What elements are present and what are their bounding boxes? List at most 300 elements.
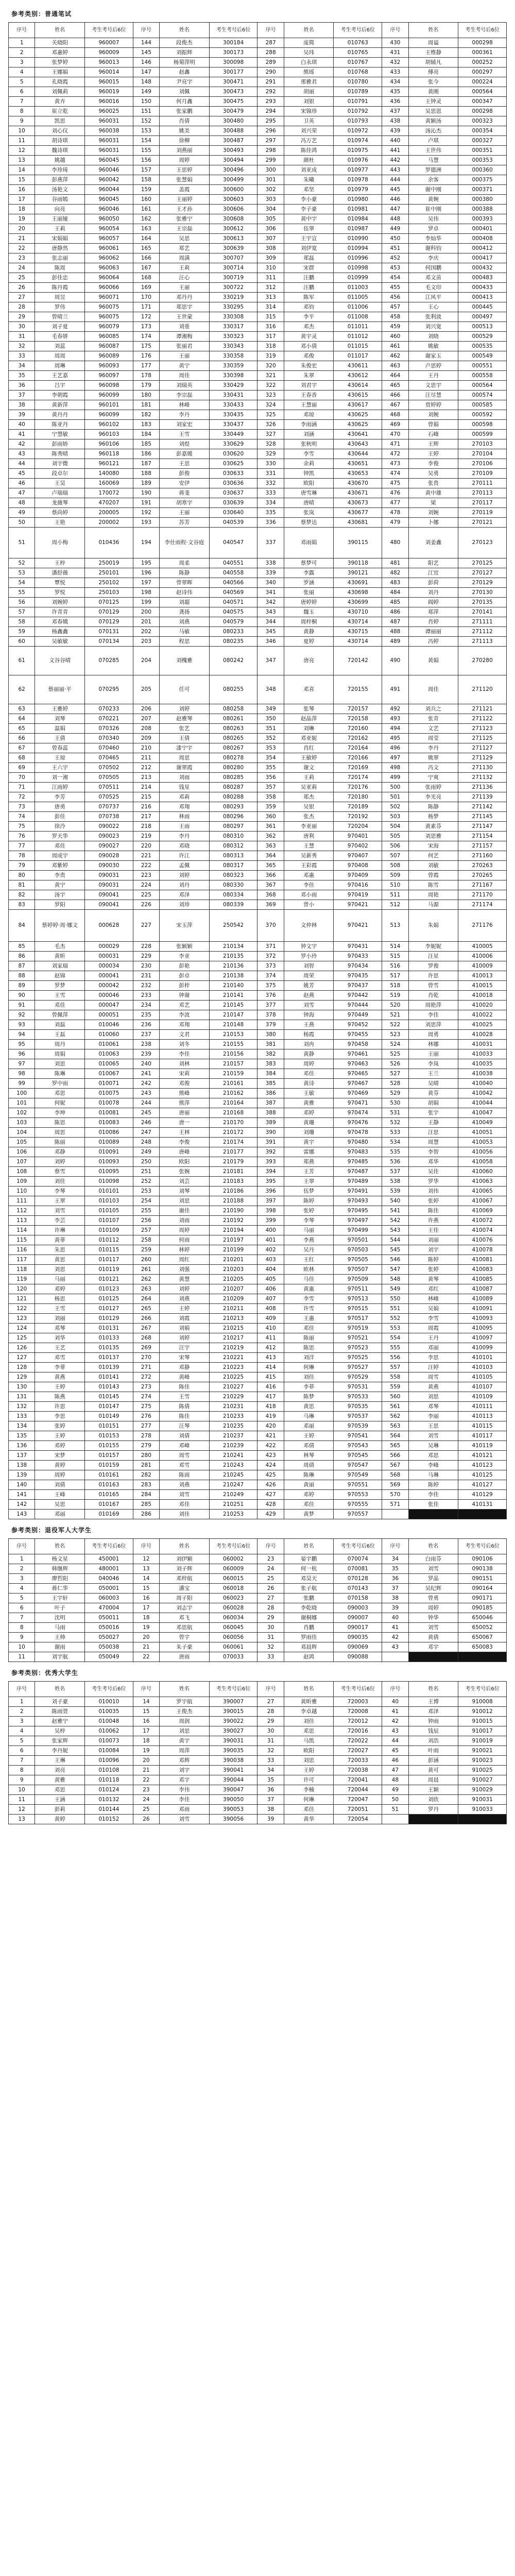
exam-id-cell: 271112 bbox=[458, 627, 507, 637]
row-seq-cell: 47 bbox=[9, 488, 35, 498]
table-row bbox=[9, 1603, 507, 1613]
row-seq-cell: 8 bbox=[9, 1766, 35, 1775]
name-cell: 陈佳 bbox=[408, 1206, 458, 1216]
name-cell: 邓飞 bbox=[160, 1613, 210, 1623]
name-cell: 刘子豪 bbox=[35, 1697, 85, 1707]
name-cell: 何雨 bbox=[160, 1235, 210, 1245]
table-row bbox=[9, 871, 507, 880]
table-row bbox=[9, 890, 507, 900]
row-seq-cell: 119 bbox=[9, 1275, 35, 1284]
exam-id-cell: 010093 bbox=[85, 1157, 133, 1167]
exam-id-cell: 970471 bbox=[334, 1098, 382, 1108]
name-cell: 李智 bbox=[408, 1147, 458, 1157]
name-cell: 邓坚 bbox=[284, 185, 334, 195]
row-seq-cell: 332 bbox=[258, 479, 284, 488]
row-seq-cell: 334 bbox=[258, 498, 284, 508]
name-cell: 刘冬 bbox=[160, 1040, 210, 1049]
row-seq-cell: 59 bbox=[9, 627, 35, 637]
exam-id-cell: 010974 bbox=[334, 136, 382, 146]
exam-id-cell: 330295 bbox=[209, 302, 258, 312]
exam-id-cell: 410047 bbox=[458, 1108, 507, 1118]
row-seq-cell: 107 bbox=[9, 1157, 35, 1167]
row-seq-cell: 425 bbox=[258, 1470, 284, 1480]
name-cell: 刘婷 bbox=[35, 1157, 85, 1167]
exam-id-cell: 410018 bbox=[458, 991, 507, 1001]
table-row bbox=[9, 126, 507, 136]
name-cell: 刘思雅 bbox=[408, 832, 458, 841]
row-seq-cell: 83 bbox=[9, 900, 35, 910]
exam-id-cell: 410107 bbox=[458, 1382, 507, 1392]
row-seq-cell: 193 bbox=[133, 518, 159, 528]
row-seq-cell: 275 bbox=[133, 1402, 159, 1412]
name-cell: 罗晶 bbox=[408, 1574, 458, 1584]
row-seq-cell: 284 bbox=[133, 1490, 159, 1500]
exam-id-cell: 070326 bbox=[85, 724, 133, 734]
exam-id-cell: 040551 bbox=[209, 558, 258, 568]
row-seq-cell: 430 bbox=[382, 38, 408, 48]
roster-table bbox=[8, 1681, 507, 1824]
exam-id-cell: 970452 bbox=[334, 1020, 382, 1030]
exam-id-cell bbox=[458, 1815, 507, 1824]
row-seq-cell: 564 bbox=[382, 1431, 408, 1441]
name-cell: 刘宇微 bbox=[35, 459, 85, 469]
row-seq-cell: 53 bbox=[9, 568, 35, 578]
row-seq-cell: 325 bbox=[258, 410, 284, 420]
row-seq-cell: 146 bbox=[133, 58, 159, 67]
row-seq-cell: 271 bbox=[133, 1363, 159, 1372]
exam-id-cell: 090031 bbox=[85, 871, 133, 880]
row-seq-cell: 530 bbox=[382, 1098, 408, 1108]
row-seq-cell: 290 bbox=[258, 67, 284, 77]
name-cell: 刘佳 bbox=[35, 1177, 85, 1187]
exam-id-cell: 970557 bbox=[334, 1510, 382, 1519]
exam-id-cell: 970478 bbox=[334, 1128, 382, 1138]
name-cell: 黄雅 bbox=[284, 1098, 334, 1108]
exam-id-cell: 010979 bbox=[334, 185, 382, 195]
exam-id-cell: 720142 bbox=[334, 647, 382, 675]
table-row bbox=[9, 38, 507, 48]
exam-id-cell: 720180 bbox=[334, 792, 382, 802]
table-row bbox=[9, 1363, 507, 1372]
row-seq-cell: 192 bbox=[133, 508, 159, 518]
name-cell: 王琳 bbox=[35, 1756, 85, 1766]
row-seq-cell: 265 bbox=[133, 1304, 159, 1314]
row-seq-cell: 324 bbox=[258, 400, 284, 410]
table-row bbox=[9, 488, 507, 498]
row-seq-cell: 16 bbox=[9, 185, 35, 195]
exam-id-cell: 080334 bbox=[209, 890, 258, 900]
exam-id-cell: 070134 bbox=[85, 637, 133, 647]
row-seq-cell: 5 bbox=[9, 77, 35, 87]
exam-id-cell: 010153 bbox=[85, 1431, 133, 1441]
name-cell: 郑艺 bbox=[160, 244, 210, 253]
exam-id-cell: 010972 bbox=[334, 126, 382, 136]
row-seq-cell: 255 bbox=[133, 1206, 159, 1216]
name-cell: 潘宝 bbox=[160, 1584, 210, 1594]
name-cell: 欧阳 bbox=[284, 479, 334, 488]
exam-id-cell: 960101 bbox=[85, 400, 133, 410]
exam-id-cell: 210192 bbox=[209, 1216, 258, 1226]
exam-id-cell: 970493 bbox=[334, 1196, 382, 1206]
table-row bbox=[9, 136, 507, 146]
name-cell: 王彩霞 bbox=[284, 861, 334, 871]
exam-id-cell: 330317 bbox=[209, 322, 258, 332]
column-header: 姓名 bbox=[160, 23, 210, 38]
exam-id-cell: 011017 bbox=[334, 351, 382, 361]
row-seq-cell: 42 bbox=[9, 439, 35, 449]
table-row bbox=[9, 1324, 507, 1333]
name-cell: 刘芸 bbox=[160, 1177, 210, 1187]
name-cell: 张贵 bbox=[408, 479, 458, 488]
name-cell: 陈琳 bbox=[284, 1470, 334, 1480]
name-cell: 张岚 bbox=[284, 508, 334, 518]
exam-id-cell: 040575 bbox=[209, 607, 258, 617]
exam-id-cell: 910017 bbox=[458, 1726, 507, 1736]
name-cell: 何国鹏 bbox=[408, 263, 458, 273]
name-cell: 宋娟娟 bbox=[35, 234, 85, 244]
exam-id-cell: 960087 bbox=[85, 342, 133, 351]
exam-id-cell: 430710 bbox=[334, 607, 382, 617]
exam-id-cell: 970434 bbox=[334, 961, 382, 971]
name-cell: 余莉 bbox=[284, 459, 334, 469]
row-seq-cell: 16 bbox=[133, 1594, 159, 1603]
table-row bbox=[9, 1642, 507, 1652]
name-cell: 马慧 bbox=[408, 156, 458, 165]
exam-id-cell: 910029 bbox=[458, 1785, 507, 1795]
name-cell: 王雪 bbox=[35, 991, 85, 1001]
table-row bbox=[9, 439, 507, 449]
exam-id-cell: 210219 bbox=[209, 1343, 258, 1353]
name-cell: 王婷 bbox=[35, 1431, 85, 1441]
name-cell: 陈军 bbox=[284, 293, 334, 302]
row-seq-cell: 362 bbox=[258, 832, 284, 841]
row-seq-cell: 451 bbox=[382, 244, 408, 253]
row-seq-cell: 17 bbox=[9, 195, 35, 205]
name-cell: 刘丽 bbox=[35, 1314, 85, 1324]
row-seq-cell: 7 bbox=[9, 97, 35, 107]
name-cell: 刘婷 bbox=[160, 704, 210, 714]
column-header: 考生考号后6位 bbox=[334, 23, 382, 38]
name-cell: 黄雅 bbox=[35, 1775, 85, 1785]
exam-id-cell: 720027 bbox=[334, 1746, 382, 1756]
row-seq-cell: 169 bbox=[133, 283, 159, 293]
exam-id-cell: 210237 bbox=[209, 1431, 258, 1441]
row-seq-cell: 549 bbox=[382, 1284, 408, 1294]
exam-id-cell: 270263 bbox=[458, 861, 507, 871]
exam-id-cell: 970485 bbox=[334, 1157, 382, 1167]
exam-id-cell: 070285 bbox=[85, 647, 133, 675]
name-cell: 黄中宇 bbox=[284, 214, 334, 224]
name-cell: 李雪 bbox=[284, 1294, 334, 1304]
name-cell: 刘思萍 bbox=[408, 1020, 458, 1030]
name-cell: 陈燕 bbox=[35, 1392, 85, 1402]
row-seq-cell: 203 bbox=[133, 637, 159, 647]
name-cell: 罗丹 bbox=[408, 1805, 458, 1815]
row-seq-cell: 537 bbox=[382, 1167, 408, 1177]
exam-id-cell: 000497 bbox=[458, 312, 507, 322]
exam-id-cell: 410028 bbox=[458, 1030, 507, 1040]
row-seq-cell: 226 bbox=[133, 900, 159, 910]
row-seq-cell: 328 bbox=[258, 439, 284, 449]
row-seq-cell: 566 bbox=[382, 1451, 408, 1461]
row-seq-cell: 133 bbox=[9, 1412, 35, 1421]
name-cell: 汪尽慧 bbox=[408, 391, 458, 400]
exam-id-cell: 000558 bbox=[458, 371, 507, 381]
name-cell: 蔡梦可 bbox=[284, 558, 334, 568]
name-cell: 许琳 bbox=[35, 1226, 85, 1235]
exam-id-cell: 210134 bbox=[209, 942, 258, 952]
name-cell: 王心 bbox=[408, 302, 458, 312]
row-seq-cell: 281 bbox=[133, 1461, 159, 1470]
row-seq-cell: 36 bbox=[382, 1574, 408, 1584]
row-seq-cell: 195 bbox=[133, 558, 159, 568]
name-cell: 刘超 bbox=[160, 598, 210, 607]
row-seq-cell: 354 bbox=[258, 753, 284, 763]
name-cell: 王才孙 bbox=[160, 205, 210, 214]
row-seq-cell bbox=[382, 1510, 408, 1519]
name-cell: 李波 bbox=[160, 1010, 210, 1020]
row-seq-cell: 13 bbox=[133, 1564, 159, 1574]
exam-id-cell: 010793 bbox=[334, 116, 382, 126]
name-cell: 王世蒙 bbox=[160, 312, 210, 322]
table-row bbox=[9, 508, 507, 518]
row-seq-cell: 29 bbox=[9, 312, 35, 322]
name-cell: 漆宁宇 bbox=[160, 743, 210, 753]
table-row bbox=[9, 234, 507, 244]
exam-id-cell: 010149 bbox=[85, 1412, 133, 1421]
name-cell: 吴纪辉 bbox=[408, 1584, 458, 1594]
row-seq-cell: 38 bbox=[258, 1805, 284, 1815]
name-cell: 肖乾 bbox=[408, 991, 458, 1001]
row-seq-cell: 311 bbox=[258, 273, 284, 283]
exam-id-cell: 010112 bbox=[85, 1235, 133, 1245]
exam-id-cell: 960085 bbox=[85, 332, 133, 342]
exam-id-cell: 271160 bbox=[458, 851, 507, 861]
name-cell: 王丽婷 bbox=[160, 195, 210, 205]
row-seq-cell: 247 bbox=[133, 1128, 159, 1138]
row-seq-cell: 200 bbox=[133, 607, 159, 617]
column-header: 序号 bbox=[133, 1682, 159, 1697]
exam-id-cell bbox=[458, 1510, 507, 1519]
row-seq-cell: 282 bbox=[133, 1470, 159, 1480]
name-cell: 邓佳 bbox=[284, 1324, 334, 1333]
exam-id-cell: 070128 bbox=[334, 1574, 382, 1584]
exam-id-cell: 410085 bbox=[458, 1275, 507, 1284]
exam-id-cell: 070505 bbox=[85, 773, 133, 783]
name-cell: 周娟 bbox=[35, 1049, 85, 1059]
name-cell: 刘燕丽 bbox=[160, 146, 210, 156]
row-seq-cell: 279 bbox=[133, 1441, 159, 1451]
row-seq-cell: 173 bbox=[133, 322, 159, 332]
row-seq-cell: 250 bbox=[133, 1157, 159, 1167]
row-seq-cell: 20 bbox=[133, 1633, 159, 1642]
exam-id-cell: 300475 bbox=[209, 97, 258, 107]
exam-id-cell: 271132 bbox=[458, 773, 507, 783]
row-seq-cell: 491 bbox=[382, 675, 408, 704]
table-row bbox=[9, 1490, 507, 1500]
row-seq-cell: 45 bbox=[382, 1746, 408, 1756]
name-cell: 段俊杰 bbox=[160, 38, 210, 48]
exam-id-cell: 070074 bbox=[334, 1554, 382, 1564]
exam-id-cell: 330629 bbox=[209, 439, 258, 449]
name-cell: 欧阳 bbox=[284, 1746, 334, 1756]
row-seq-cell: 478 bbox=[382, 508, 408, 518]
name-cell: 周梓桐 bbox=[284, 617, 334, 627]
name-cell: 张志丽 bbox=[35, 253, 85, 263]
exam-id-cell: 720016 bbox=[334, 1726, 382, 1736]
name-cell: 赵晶萍 bbox=[284, 714, 334, 724]
name-cell: 刘槐雅 bbox=[160, 647, 210, 675]
name-cell: 刘雪 bbox=[160, 1815, 210, 1824]
row-seq-cell: 372 bbox=[258, 952, 284, 961]
name-cell: 黄素芬 bbox=[408, 822, 458, 832]
name-cell: 王宗磊 bbox=[160, 224, 210, 234]
row-seq-cell: 401 bbox=[258, 1235, 284, 1245]
exam-id-cell: 010083 bbox=[85, 1118, 133, 1128]
row-seq-cell: 239 bbox=[133, 1049, 159, 1059]
row-seq-cell: 310 bbox=[258, 263, 284, 273]
row-seq-cell: 306 bbox=[258, 224, 284, 234]
exam-id-cell: 010137 bbox=[85, 1353, 133, 1363]
name-cell: 陈梦 bbox=[284, 1392, 334, 1402]
row-seq-cell: 318 bbox=[258, 342, 284, 351]
row-seq-cell: 31 bbox=[258, 1736, 284, 1746]
row-seq-cell: 474 bbox=[382, 469, 408, 479]
exam-id-cell: 960093 bbox=[85, 361, 133, 371]
name-cell: 彭嘉媛 bbox=[160, 449, 210, 459]
name-cell: 李琴 bbox=[35, 1187, 85, 1196]
table-row bbox=[9, 342, 507, 351]
name-cell: 张颖颖 bbox=[160, 942, 210, 952]
exam-id-cell: 970431 bbox=[334, 942, 382, 952]
row-seq-cell: 19 bbox=[133, 1623, 159, 1633]
exam-id-cell: 410038 bbox=[458, 1069, 507, 1079]
table-row bbox=[9, 704, 507, 714]
row-seq-cell: 230 bbox=[133, 961, 159, 971]
row-seq-cell: 403 bbox=[258, 1255, 284, 1265]
row-seq-cell: 23 bbox=[133, 1785, 159, 1795]
name-cell: 王红 bbox=[284, 1255, 334, 1265]
name-cell: 李丹 bbox=[160, 410, 210, 420]
row-seq-cell: 442 bbox=[382, 156, 408, 165]
table-row bbox=[9, 381, 507, 391]
exam-id-cell: 210141 bbox=[209, 991, 258, 1001]
table-row bbox=[9, 900, 507, 910]
table-row bbox=[9, 724, 507, 734]
table-row bbox=[9, 1613, 507, 1623]
row-seq-cell: 158 bbox=[133, 175, 159, 185]
name-cell: 马源 bbox=[408, 900, 458, 910]
name-cell: 文艺 bbox=[408, 724, 458, 734]
exam-id-cell: 410123 bbox=[458, 1461, 507, 1470]
name-cell: 邓泽 bbox=[408, 1707, 458, 1717]
row-seq-cell: 560 bbox=[382, 1392, 408, 1402]
table-row bbox=[9, 773, 507, 783]
name-cell: 刘涵 bbox=[284, 430, 334, 439]
name-cell: 刘雪 bbox=[160, 1490, 210, 1500]
name-cell: 蔡雪 bbox=[35, 1167, 85, 1177]
row-seq-cell: 449 bbox=[382, 224, 408, 234]
table-row bbox=[9, 1766, 507, 1775]
row-seq-cell: 101 bbox=[9, 1098, 35, 1108]
row-seq-cell: 2 bbox=[9, 1707, 35, 1717]
table-row bbox=[9, 107, 507, 116]
row-seq-cell: 118 bbox=[9, 1265, 35, 1275]
row-seq-cell: 497 bbox=[382, 753, 408, 763]
name-cell: 周婷 bbox=[160, 156, 210, 165]
row-seq-cell: 342 bbox=[258, 598, 284, 607]
name-cell: 刘子辉 bbox=[160, 1564, 210, 1574]
row-seq-cell: 448 bbox=[382, 214, 408, 224]
row-seq-cell: 312 bbox=[258, 283, 284, 293]
name-cell: 韩继辉 bbox=[35, 1564, 85, 1574]
exam-id-cell: 300714 bbox=[209, 263, 258, 273]
name-cell: 周婷 bbox=[408, 1603, 458, 1613]
row-seq-cell: 569 bbox=[382, 1480, 408, 1490]
table-row bbox=[9, 822, 507, 832]
row-seq-cell: 243 bbox=[133, 1089, 159, 1098]
row-seq-cell: 244 bbox=[133, 1098, 159, 1108]
table-row bbox=[9, 361, 507, 371]
row-seq-cell: 408 bbox=[258, 1304, 284, 1314]
name-cell: 唐勇 bbox=[35, 802, 85, 812]
table-row bbox=[9, 1128, 507, 1138]
row-seq-cell: 458 bbox=[382, 312, 408, 322]
exam-id-cell: 410005 bbox=[458, 942, 507, 952]
row-seq-cell: 304 bbox=[258, 205, 284, 214]
name-cell: 胡丽 bbox=[284, 87, 334, 97]
name-cell: 王峰 bbox=[35, 1490, 85, 1500]
name-cell: 黄琴 bbox=[408, 1275, 458, 1284]
exam-id-cell: 960097 bbox=[85, 371, 133, 381]
row-seq-cell: 320 bbox=[258, 361, 284, 371]
row-seq-cell: 410 bbox=[258, 1324, 284, 1333]
name-cell: 邓婷 bbox=[284, 1490, 334, 1500]
row-seq-cell: 466 bbox=[382, 391, 408, 400]
section-title: 参考类别：退役军人大学生 bbox=[11, 1527, 92, 1534]
exam-id-cell: 080278 bbox=[209, 753, 258, 763]
table-row bbox=[9, 1001, 507, 1010]
exam-id-cell: 960102 bbox=[85, 420, 133, 430]
row-seq-cell: 104 bbox=[9, 1128, 35, 1138]
table-row bbox=[9, 1441, 507, 1451]
table-row bbox=[9, 647, 507, 675]
table-row bbox=[9, 753, 507, 763]
row-seq-cell: 160 bbox=[133, 195, 159, 205]
row-seq-cell: 529 bbox=[382, 1089, 408, 1098]
name-cell: 崔立乾 bbox=[35, 107, 85, 116]
name-cell: 邓钧 bbox=[284, 302, 334, 312]
table-row bbox=[9, 714, 507, 724]
row-seq-cell: 1 bbox=[9, 1697, 35, 1707]
exam-id-cell: 300600 bbox=[209, 185, 258, 195]
exam-id-cell: 070465 bbox=[85, 753, 133, 763]
name-cell: 徐泠 bbox=[35, 822, 85, 832]
row-seq-cell: 46 bbox=[382, 1756, 408, 1766]
name-cell: 黄思 bbox=[284, 1402, 334, 1412]
exam-id-cell: 210174 bbox=[209, 1138, 258, 1147]
exam-id-cell: 010169 bbox=[85, 1510, 133, 1519]
exam-id-cell: 450001 bbox=[85, 1554, 133, 1564]
exam-id-cell: 050016 bbox=[85, 1623, 133, 1633]
row-seq-cell: 568 bbox=[382, 1470, 408, 1480]
name-cell: 王倩 bbox=[35, 734, 85, 743]
column-header: 考生考号后6位 bbox=[334, 1682, 382, 1697]
name-cell: 邓雨 bbox=[160, 1805, 210, 1815]
name-cell: 李灿华 bbox=[408, 234, 458, 244]
exam-id-cell: 210197 bbox=[209, 1235, 258, 1245]
exam-id-cell: 010063 bbox=[85, 1049, 133, 1059]
